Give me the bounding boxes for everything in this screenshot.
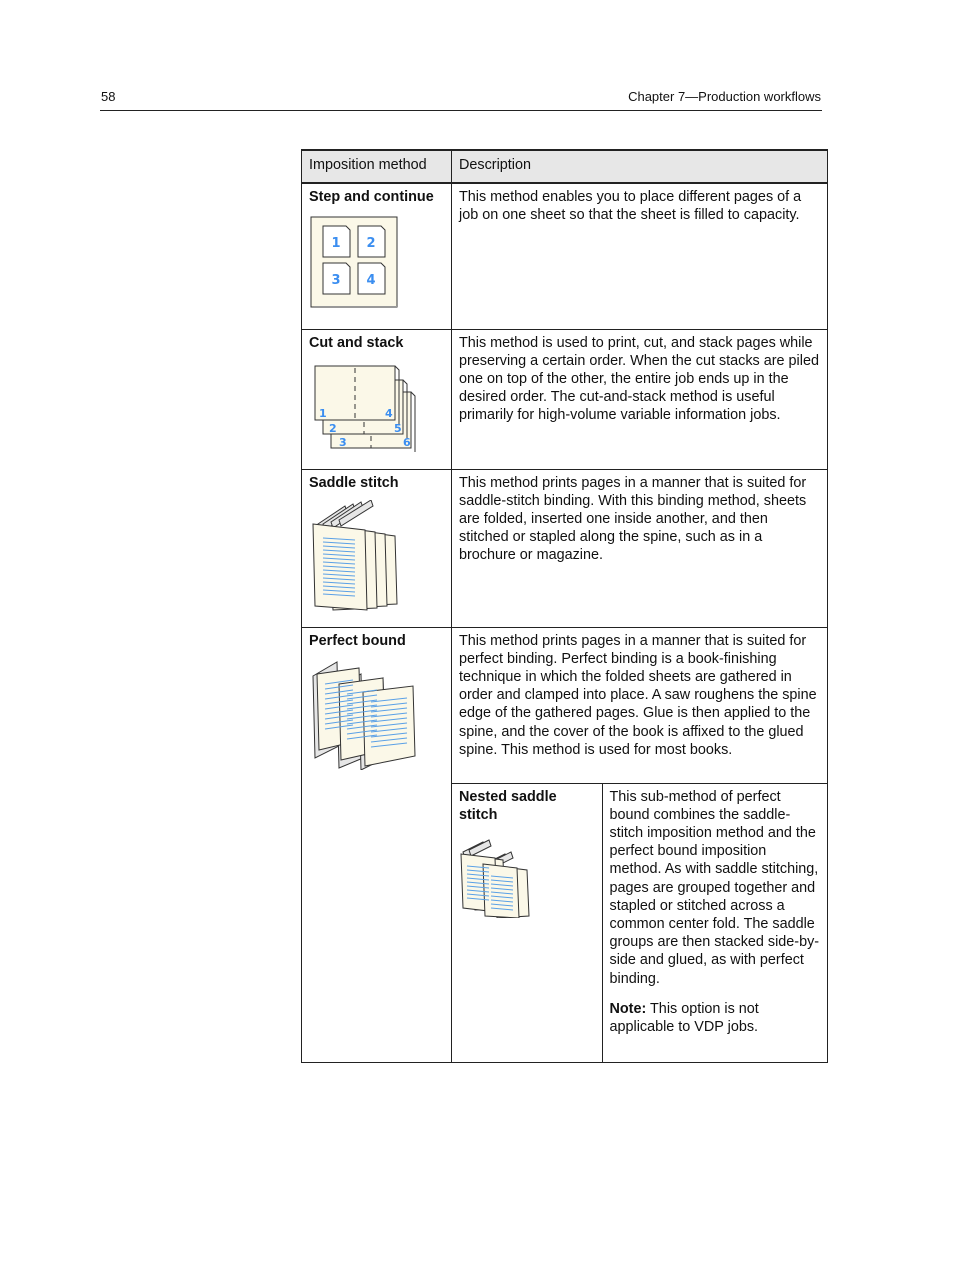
page-number-label: 5 <box>394 421 402 435</box>
method-cell <box>302 329 452 469</box>
method-label: Step and continue <box>309 189 434 205</box>
sub-method-description: This sub-method of perfect bound combines the saddle-stitch imposition method and the perfect bound imposition method. As with saddle stitching, pages are grouped together and stapled or stitched across a common center fold. The saddle groups are then stacked side-by-side and glued, as with perfect binding. <box>609 788 820 987</box>
table-header-row <box>302 150 828 183</box>
page-number-label: 4 <box>366 273 376 289</box>
sub-method-description-cell <box>602 784 827 1062</box>
running-head: Chapter 7—Production workflows <box>628 89 821 104</box>
description-cell <box>452 469 828 627</box>
cut-and-stack-illustration <box>309 360 421 452</box>
method-label: Perfect bound <box>309 632 406 649</box>
description-cell <box>452 627 828 783</box>
note-text: This option is not applicable to VDP jobs. <box>609 1000 759 1035</box>
column-header-description: Description <box>452 150 828 183</box>
nested-saddle-stitch-illustration <box>459 838 531 918</box>
sub-method-label: Nested saddle stitch <box>459 788 557 823</box>
page-number-label: 3 <box>331 273 341 289</box>
column-header-method: Imposition method <box>302 150 452 183</box>
page-number-label: 3 <box>339 435 347 449</box>
method-label: Cut and stack <box>309 334 404 351</box>
description-cell <box>452 183 828 329</box>
page-number-label: 2 <box>329 421 337 435</box>
sub-method-container <box>452 783 828 1062</box>
imposition-methods-table <box>301 149 828 1063</box>
page-number-label: 4 <box>385 406 393 420</box>
table-row <box>302 469 828 627</box>
page-number-label: 6 <box>403 435 411 449</box>
description-cell <box>452 329 828 469</box>
method-description: This method prints pages in a manner that is suited for saddle-stitch binding. With this binding method, sheets are folded, inserted one inside another, and then stitched or stapled along the spine, such as in a brochure or magazine. <box>459 474 807 564</box>
page-number-label: 2 <box>366 236 376 252</box>
table-row <box>302 329 828 469</box>
step-and-continue-illustration <box>309 214 401 310</box>
method-cell <box>302 469 452 627</box>
table-row <box>302 627 828 783</box>
method-description: This method enables you to place different pages of a job on one sheet so that the sheet is filled to capacity. <box>459 189 802 224</box>
page-number-label: 1 <box>319 406 327 420</box>
method-cell <box>302 627 452 1062</box>
note-label: Note: <box>609 1000 647 1017</box>
method-label: Saddle stitch <box>309 474 399 491</box>
page-number-label: 1 <box>331 236 341 252</box>
header-rule <box>100 110 822 111</box>
table-row <box>302 183 828 329</box>
method-description: This method is used to print, cut, and stack pages while preserving a certain order. When the cut stacks are piled one on top of the other, the entire job ends up in the desired order. The cut-and-stack method is useful primarily for high-volume variable information jobs. <box>459 334 819 424</box>
saddle-stitch-illustration <box>309 500 405 612</box>
page-number: 58 <box>101 89 116 104</box>
method-cell <box>302 183 452 329</box>
sub-method-table <box>452 784 827 1062</box>
sub-method-note <box>610 1000 821 1036</box>
sub-method-cell <box>452 784 602 1062</box>
method-description: This method prints pages in a manner that is suited for perfect binding. Perfect binding is a book-finishing technique in which the folded sheets are gathered in order and clamped into place. A saw roughens the spine edge of the gathered pages. Glue is then applied to the spine, and the cover of the book is affixed to the glued spine. This method is used for most books. <box>459 632 817 758</box>
perfect-bound-illustration <box>309 658 417 770</box>
